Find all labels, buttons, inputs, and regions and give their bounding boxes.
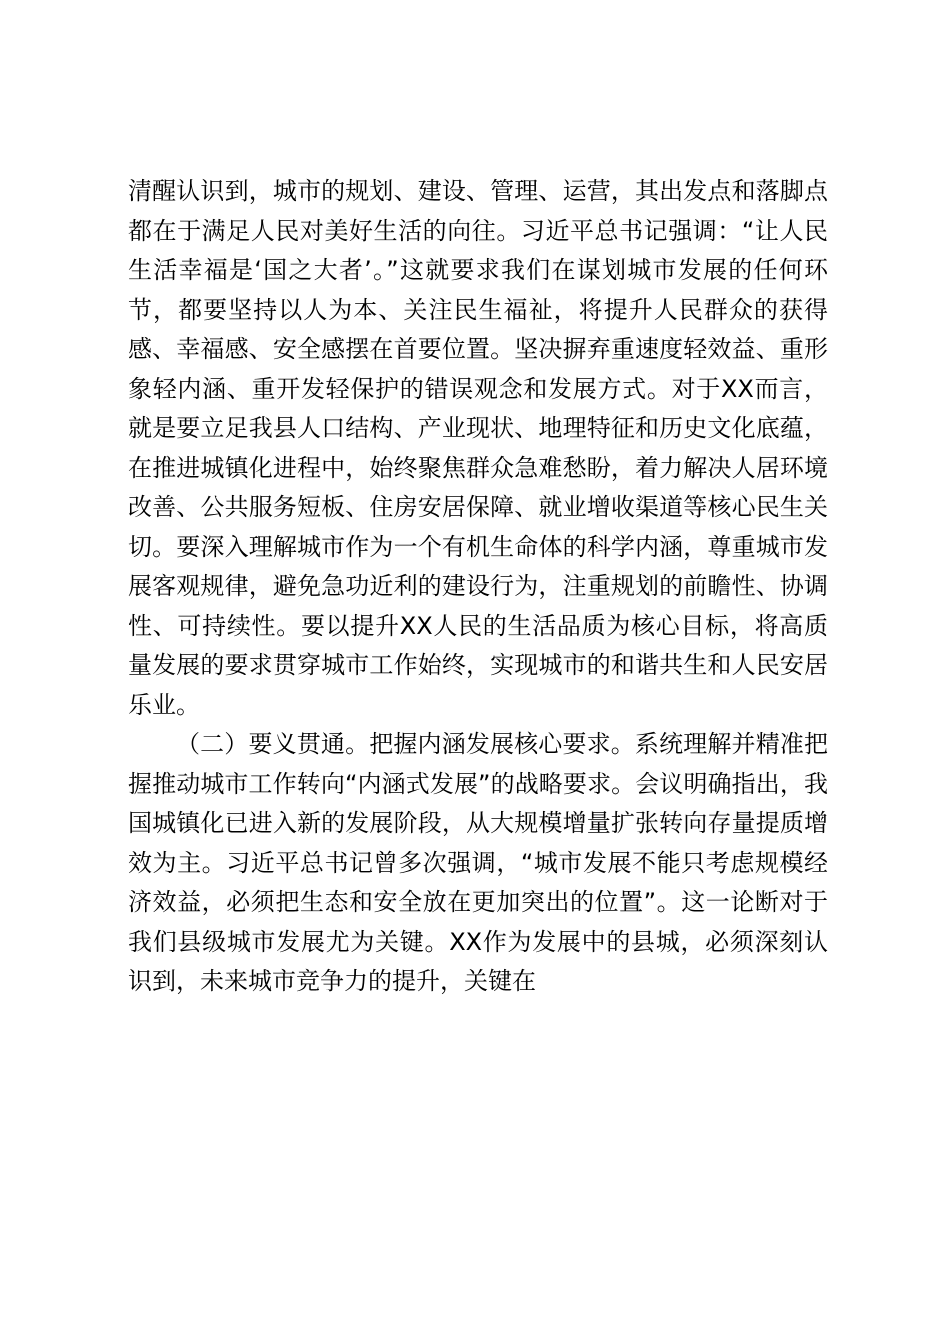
paragraph-section-two: （二）要义贯通。把握内涵发展核心要求。系统理解并精准把握推动城市工作转向“内涵式发展”的战略要求。会议明确指出，我国城镇化已进入新的发展阶段，从大规模增量扩张转向存量提质增效为主。习近平总书记曾多次强调，“城市发展不能只考虑规模经济效益，必须把生态和安全放在更加突出的位置”。这一论断对于我们县级城市发展尤为关键。XX作为发展中的县城，必须深刻认识到，未来城市竞争力的提升，关键在 <box>128 730 828 995</box>
document-body <box>128 172 828 1002</box>
paragraph-continuation: 清醒认识到，城市的规划、建设、管理、运营，其出发点和落脚点都在于满足人民对美好生活的向往。习近平总书记强调：“让人民生活幸福是‘国之大者’。”这就要求我们在谋划城市发展的任何环节，都要坚持以人为本、关注民生福祉，将提升人民群众的获得感、幸福感、安全感摆在首要位置。坚决摒弃重速度轻效益、重形象轻内涵、重开发轻保护的错误观念和发展方式。对于XX而言，就是要立足我县人口结构、产业现状、地理特征和历史文化底蕴，在推进城镇化进程中，始终聚焦群众急难愁盼，着力解决人居环境改善、公共服务短板、住房安居保障、就业增收渠道等核心民生关切。要深入理解城市作为一个有机生命体的科学内涵，尊重城市发展客观规律，避免急功近利的建设行为，注重规划的前瞻性、协调性、可持续性。要以提升XX人民的生活品质为核心目标，将高质量发展的要求贯穿城市工作始终，实现城市的和谐共生和人民安居乐业。 <box>128 177 828 719</box>
